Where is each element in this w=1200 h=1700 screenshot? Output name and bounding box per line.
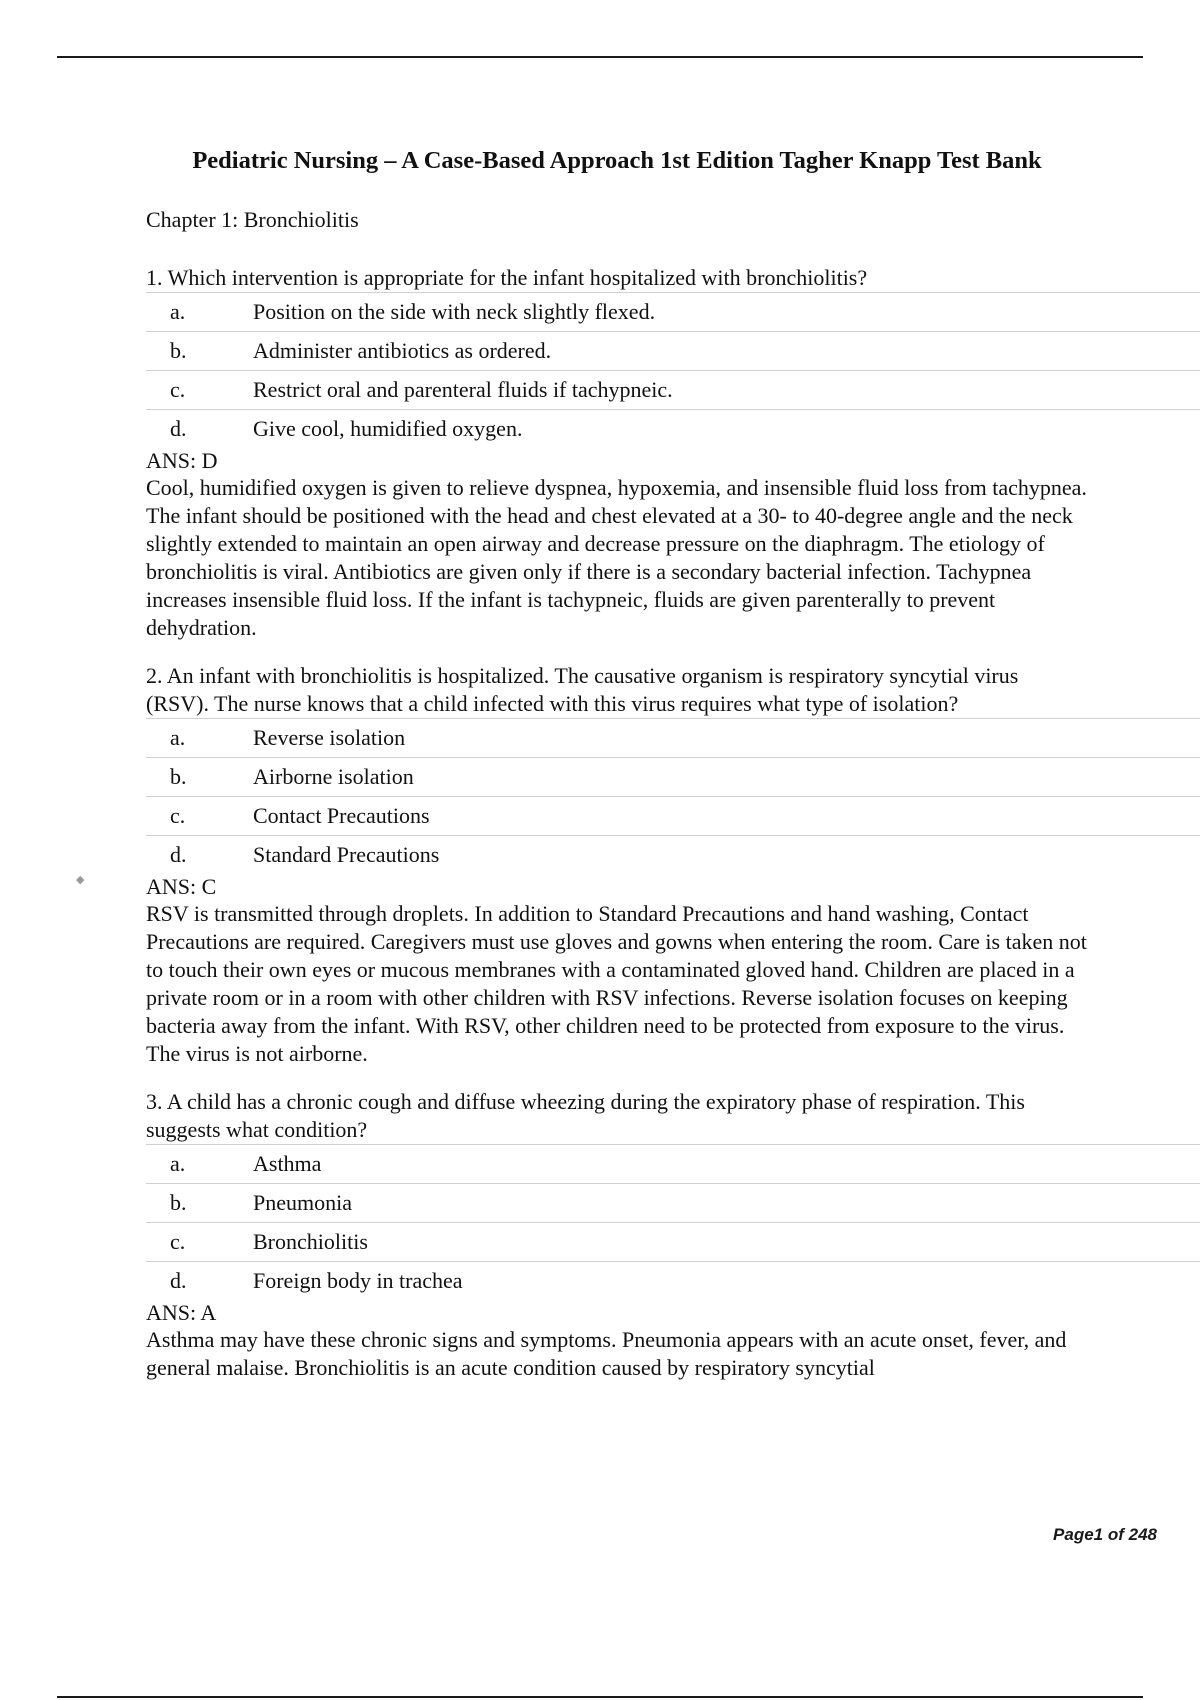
option-text: Foreign body in trachea (253, 1268, 463, 1293)
rationale-text: RSV is transmitted through droplets. In addition to Standard Precautions and hand washing, Contact Precautions are required. Caregivers must use gloves and gowns when entering the room. Care is taken not to touch their own eyes or mucous membranes with a contaminated gloved hand. Children are placed in a private room or in a room with other children with RSV infections. Reverse isolation focuses on keeping bacteria away from the infant. With RSV, other children need to be protected from exposure to the virus. The virus is not airborne. (146, 901, 1087, 1066)
option-letter: c. (170, 377, 186, 402)
chapter-heading: Chapter 1: Bronchiolitis (146, 207, 359, 232)
option-letter: a. (170, 725, 186, 750)
option-a (146, 718, 1200, 757)
option-text: Asthma (253, 1151, 322, 1176)
option-text: Contact Precautions (253, 803, 430, 828)
bottom-rule (57, 1696, 1143, 1698)
option-b (146, 757, 1200, 796)
option-text: Standard Precautions (253, 842, 440, 867)
option-letter: c. (170, 1229, 186, 1254)
option-letter: c. (170, 803, 186, 828)
rationale-text: Asthma may have these chronic signs and symptoms. Pneumonia appears with an acute onset, fever, and general malaise. Bronchiolitis is an acute condition caused by respiratory syncytial (146, 1327, 1067, 1380)
answer-options (146, 292, 1200, 448)
option-a (146, 292, 1200, 331)
option-text: Airborne isolation (253, 764, 414, 789)
question-stem: 2. An infant with bronchiolitis is hospitalized. The causative organism is respiratory syncytial virus (RSV). The nurse knows that a child infected with this virus requires what type of isolation? (146, 663, 1019, 716)
option-text: Pneumonia (253, 1190, 352, 1215)
answer-key: ANS: D (146, 448, 218, 473)
page-number: Page1 of 248 (1053, 1525, 1157, 1544)
question-stem: 3. A child has a chronic cough and diffuse wheezing during the expiratory phase of respiration. This suggests what condition? (146, 1089, 1025, 1142)
option-text: Reverse isolation (253, 725, 406, 750)
option-b (146, 331, 1200, 370)
rationale-text: Cool, humidified oxygen is given to relieve dyspnea, hypoxemia, and insensible fluid loss from tachypnea. The infant should be positioned with the head and chest elevated at a 30- to 40-degree angle and the neck slightly extended to maintain an open airway and decrease pressure on the diaphragm. The etiology of bronchiolitis is viral. Antibiotics are given only if there is a secondary bacterial infection. Tachypnea increases insensible fluid loss. If the infant is tachypneic, fluids are given parenterally to prevent dehydration. (146, 475, 1087, 640)
option-c (146, 1222, 1200, 1261)
option-text: Administer antibiotics as ordered. (253, 338, 552, 363)
option-letter: d. (170, 416, 187, 441)
option-letter: b. (170, 338, 187, 363)
answer-key: ANS: A (146, 1300, 217, 1325)
question-list (146, 264, 1200, 1402)
question-stem: 1. Which intervention is appropriate for the infant hospitalized with bronchiolitis? (146, 265, 868, 290)
document-title: Pediatric Nursing – A Case-Based Approach 1st Edition Tagher Knapp Test Bank (192, 147, 1042, 174)
answer-options (146, 718, 1200, 874)
question-3 (146, 1088, 1200, 1382)
option-letter: d. (170, 842, 187, 867)
option-text: Give cool, humidified oxygen. (253, 416, 523, 441)
option-c (146, 796, 1200, 835)
option-text: Restrict oral and parenteral fluids if tachypneic. (253, 377, 673, 402)
option-letter: d. (170, 1268, 187, 1293)
option-text: Position on the side with neck slightly flexed. (253, 299, 656, 324)
option-d (146, 835, 1200, 874)
answer-options (146, 1144, 1200, 1300)
option-letter: a. (170, 1151, 186, 1176)
option-c (146, 370, 1200, 409)
question-2 (146, 662, 1200, 1068)
diamond-icon: ◆ (76, 874, 85, 886)
option-letter: b. (170, 764, 187, 789)
option-letter: a. (170, 299, 186, 324)
option-a (146, 1144, 1200, 1183)
option-text: Bronchiolitis (253, 1229, 368, 1254)
top-rule (57, 56, 1143, 58)
option-d (146, 409, 1200, 448)
option-d (146, 1261, 1200, 1300)
answer-key: ANS: C (146, 874, 217, 899)
option-letter: b. (170, 1190, 187, 1215)
option-b (146, 1183, 1200, 1222)
question-1 (146, 264, 1200, 642)
